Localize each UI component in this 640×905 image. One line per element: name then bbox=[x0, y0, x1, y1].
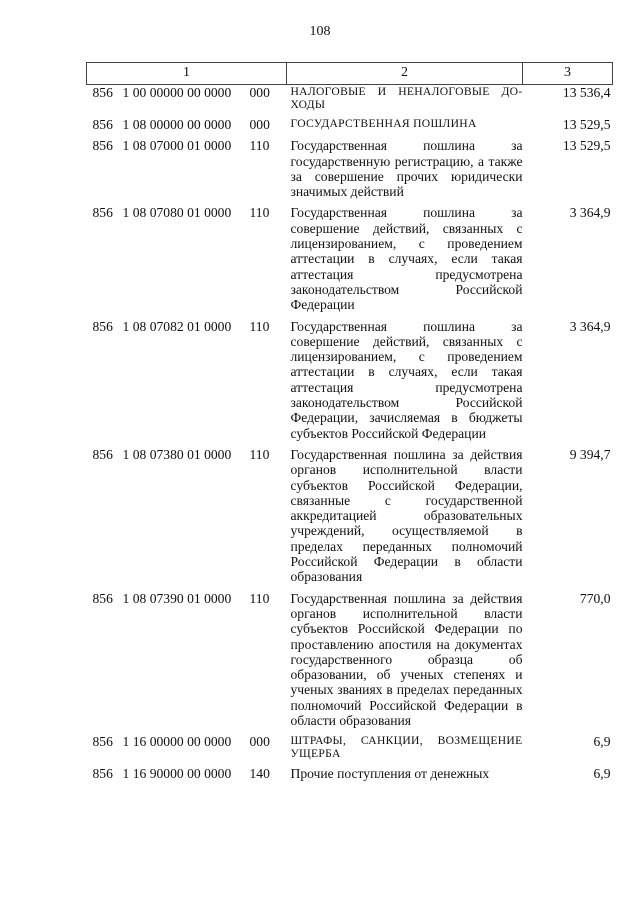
code-cell bbox=[87, 591, 287, 735]
amount-cell: 3 364,9 bbox=[569, 205, 611, 221]
table-row bbox=[87, 117, 613, 138]
admin-code: 856 bbox=[92, 766, 113, 782]
column-header-3: 3 bbox=[523, 63, 613, 85]
revenue-name-cell: Государственная пошлина за государственную регистрацию, а также за совершение прочих юридически значимых действий bbox=[290, 138, 523, 200]
amount-cell: 3 364,9 bbox=[569, 318, 611, 334]
budget-classification-code: 1 00 00000 00 0000 bbox=[122, 85, 232, 100]
subtype-code: 000 bbox=[249, 734, 270, 750]
code-cell bbox=[87, 85, 287, 118]
amount-cell: 6,9 bbox=[593, 734, 611, 750]
subtype-code: 000 bbox=[249, 117, 270, 132]
table-row bbox=[87, 766, 613, 787]
budget-classification-code: 1 08 00000 00 0000 bbox=[122, 117, 232, 132]
revenue-name-cell: Государственная пошлина за совершение действий, связанных с лицензированием, с проведением аттестации в случаях, если такая аттестация предусмотрена законодательством Российской Федерации, зачисляемая в бюджеты субъектов Российской Федерации bbox=[290, 318, 523, 441]
admin-code: 856 bbox=[92, 446, 113, 462]
code-cell bbox=[87, 447, 287, 591]
revenue-name-cell: ГОСУДАРСТВЕННАЯ ПОШЛИНА bbox=[290, 117, 477, 130]
column-header-1: 1 bbox=[87, 63, 287, 85]
budget-classification-code: 1 08 07000 01 0000 bbox=[122, 138, 232, 154]
amount-cell: 6,9 bbox=[593, 766, 611, 782]
admin-code: 856 bbox=[92, 138, 113, 154]
amount-cell: 13 536,4 bbox=[562, 85, 611, 100]
subtype-code: 110 bbox=[249, 205, 270, 221]
admin-code: 856 bbox=[92, 205, 113, 221]
subtype-code: 110 bbox=[249, 590, 270, 606]
budget-revenue-table bbox=[86, 62, 613, 788]
admin-code: 856 bbox=[92, 85, 113, 100]
code-cell bbox=[87, 117, 287, 138]
code-cell bbox=[87, 205, 287, 318]
subtype-code: 110 bbox=[249, 138, 270, 154]
budget-classification-code: 1 08 07080 01 0000 bbox=[122, 205, 232, 221]
subtype-code: 110 bbox=[249, 318, 270, 334]
code-cell bbox=[87, 319, 287, 447]
budget-classification-code: 1 08 07380 01 0000 bbox=[122, 446, 232, 462]
admin-code: 856 bbox=[92, 590, 113, 606]
amount-cell: 770,0 bbox=[579, 590, 611, 606]
admin-code: 856 bbox=[92, 117, 113, 132]
amount-cell: 13 529,5 bbox=[562, 117, 611, 132]
subtype-code: 000 bbox=[249, 85, 270, 100]
code-cell bbox=[87, 734, 287, 766]
amount-cell: 9 394,7 bbox=[569, 446, 611, 462]
revenue-name-cell: Государственная пошлина за совершение действий, связанных с лицензированием, с проведением аттестации в случаях, если такая аттестация предусмотрена законодательством Российской Федерации bbox=[290, 205, 523, 313]
budget-classification-code: 1 08 07082 01 0000 bbox=[122, 318, 232, 334]
table-row bbox=[87, 591, 613, 735]
subtype-code: 110 bbox=[249, 446, 270, 462]
code-cell bbox=[87, 766, 287, 787]
column-header-2: 2 bbox=[287, 63, 523, 85]
revenue-name-cell: Государственная пошлина за действия органов исполнительной власти субъектов Российской Федерации по проставлению апостиля на документах государственного образца об образовании, об ученых степенях и ученых званиях в пределах переданных полномочий Российской Федерации в области образования bbox=[290, 590, 523, 728]
table-row bbox=[87, 205, 613, 318]
revenue-name-cell: ШТРАФЫ, САНКЦИИ, ВОЗМЕЩЕНИЕ УЩЕРБА bbox=[290, 734, 523, 761]
revenue-name-cell: НАЛОГОВЫЕ И НЕНАЛОГОВЫЕ ДО-ХОДЫ bbox=[290, 85, 523, 111]
budget-classification-code: 1 08 07390 01 0000 bbox=[122, 590, 232, 606]
budget-classification-code: 1 16 90000 00 0000 bbox=[122, 766, 232, 782]
admin-code: 856 bbox=[92, 318, 113, 334]
admin-code: 856 bbox=[92, 734, 113, 750]
budget-classification-code: 1 16 00000 00 0000 bbox=[122, 734, 232, 750]
table-header-row bbox=[87, 63, 613, 85]
subtype-code: 140 bbox=[249, 766, 270, 782]
table-row bbox=[87, 447, 613, 591]
revenue-name-cell: Государственная пошлина за действия органов исполнительной власти субъектов Российской Федерации, связанные с государственной аккредитацией образовательных учреждений, осуществляемой в пределах переданных полномочий Российской Федерации в области образования bbox=[290, 446, 523, 585]
amount-cell: 13 529,5 bbox=[562, 138, 611, 154]
table-row bbox=[87, 85, 613, 118]
table-row bbox=[87, 138, 613, 205]
table-row bbox=[87, 734, 613, 766]
code-cell bbox=[87, 138, 287, 205]
revenue-name-cell: Прочие поступления от денежных bbox=[290, 766, 490, 782]
page-number: 108 bbox=[309, 24, 331, 39]
table-row bbox=[87, 319, 613, 447]
